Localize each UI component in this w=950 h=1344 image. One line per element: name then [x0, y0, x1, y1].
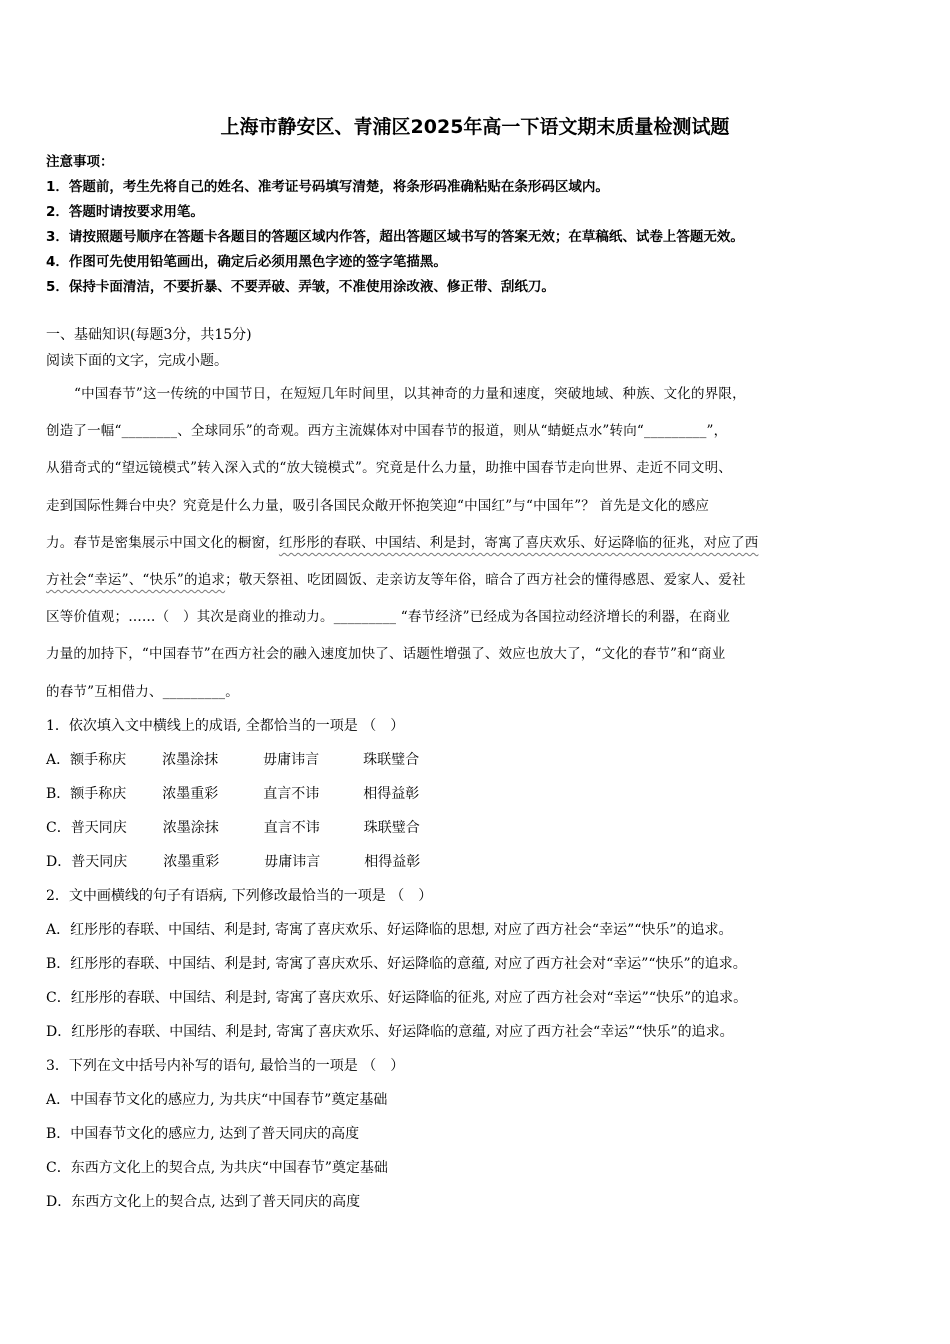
option-word: 浓墨重彩: [162, 786, 219, 802]
passage-line: 从猎奇式的“望远镜模式”转入深入式的“放大镜模式”。究竟是什么力量，助推中国春节走向世界、走近不同文明、: [46, 460, 733, 477]
underlined-sentence: 方社会“幸运”、“快乐”的追求: [46, 571, 226, 588]
question-option: B．中国春节文化的感应力, 达到了普天同庆的高度: [46, 1126, 360, 1142]
question-stem: 1．依次填入文中横线上的成语, 全都恰当的一项是 （ ）: [46, 718, 405, 734]
option-word: 浓墨涂抹: [162, 752, 219, 768]
passage-line: 区等价值观；……（ ）其次是商业的推动力。_________ “春节经济”已经成为各国拉动经济增长的利器，在商业: [46, 609, 731, 626]
question-option: C．红彤彤的春联、中国结、利是封, 寄寓了喜庆欢乐、好运降临的征兆, 对应了西方社会对“幸运”“快乐”的追求。: [46, 990, 748, 1006]
passage-line: [46, 567, 908, 604]
option-word: 毋庸讳言: [263, 752, 320, 768]
question-option: A．红彤彤的春联、中国结、利是封, 寄寓了喜庆欢乐、好运降临的思想, 对应了西方社会“幸运”“快乐”的追求。: [46, 922, 733, 938]
notice-item: 2．答题时请按要求用笔。: [46, 204, 204, 220]
section-heading: 一、基础知识(每题3分，共15分): [46, 327, 252, 343]
option-word: 毋庸讳言: [264, 854, 321, 870]
option-word: 直言不讳: [263, 820, 320, 836]
passage-text: ；敬天祭祖、吃团圆饭、走亲访友等年俗，暗合了西方社会的懂得感恩、爱家人、爱社: [225, 571, 746, 588]
question-option: A．中国春节文化的感应力, 为共庆“中国春节”奠定基础: [46, 1092, 388, 1108]
passage-line: [46, 530, 908, 567]
question-option: D．东西方文化上的契合点, 达到了普天同庆的高度: [46, 1194, 361, 1210]
question-option: [46, 816, 916, 850]
option-word: 普天同庆: [70, 820, 127, 836]
notice-item: 5．保持卡面清洁，不要折暴、不要弄破、弄皱，不准使用涂改液、修正带、刮纸刀。: [46, 279, 555, 295]
reading-passage: [46, 381, 908, 716]
option-label: A．: [46, 752, 71, 768]
option-word: 珠联璧合: [363, 820, 420, 836]
question-stem: 2．文中画横线的句子有语病, 下列修改最恰当的一项是 （ ）: [46, 888, 433, 904]
notice-item: 1．答题前，考生先将自己的姓名、准考证号码填写清楚，将条形码准确粘贴在条形码区域内。: [46, 179, 609, 195]
option-label: C．: [46, 820, 71, 836]
option-label: D．: [46, 854, 72, 870]
question-option: [46, 782, 916, 816]
option-label: B．: [46, 786, 71, 802]
passage-line: 创造了一幅“________、全球同乐”的奇观。西方主流媒体对中国春节的报道，则从“蜻蜓点水”转向“_________”，: [46, 423, 728, 440]
question-option: [46, 748, 916, 782]
option-word: 浓墨涂抹: [162, 820, 219, 836]
page-title: 上海市静安区、青浦区2025年高一下语文期末质量检测试题: [220, 116, 730, 138]
option-word: 相得益彰: [363, 786, 420, 802]
question-list: [46, 714, 916, 1224]
option-word: 珠联璧合: [363, 752, 420, 768]
question-option: C．东西方文化上的契合点, 为共庆“中国春节”奠定基础: [46, 1160, 388, 1176]
underlined-sentence: 红彤彤的春联、中国结、利是封，寄寓了喜庆欢乐、好运降临的征兆，对应了西: [278, 534, 759, 551]
passage-text: 力。春节是密集展示中国文化的橱窗，: [46, 534, 279, 551]
question-option: [46, 850, 916, 884]
option-word: 相得益彰: [364, 854, 421, 870]
option-word: 额手称庆: [70, 752, 127, 768]
passage-line: 的春节”互相借力、_________。: [46, 683, 239, 700]
question-option: B．红彤彤的春联、中国结、利是封, 寄寓了喜庆欢乐、好运降临的意蕴, 对应了西方社会对“幸运”“快乐”的追求。: [46, 956, 747, 972]
passage-line: 走到国际性舞台中央？究竟是什么力量，吸引各国民众敞开怀抱笑迎“中国红”与“中国年”？ 首先是文化的感应: [46, 497, 710, 514]
option-word: 直言不讳: [263, 786, 320, 802]
option-word: 普天同庆: [71, 854, 128, 870]
notice-heading: 注意事项：: [46, 154, 114, 170]
question-option: D．红彤彤的春联、中国结、利是封, 寄寓了喜庆欢乐、好运降临的意蕴, 对应了西方社会“幸运”“快乐”的追求。: [46, 1024, 734, 1040]
passage-line: 力量的加持下，“中国春节”在西方社会的融入速度加快了、话题性增强了、效应也放大了，“文化的春节”和“商业: [46, 646, 726, 663]
notice-block: [46, 150, 916, 300]
notice-item: 3．请按照题号顺序在答题卡各题目的答题区域内作答，超出答题区域书写的答案无效；在草稿纸、试卷上答题无效。: [46, 229, 744, 245]
option-word: 额手称庆: [70, 786, 127, 802]
notice-item: 4．作图可先使用铅笔画出，确定后必须用黑色字迹的签字笔描黑。: [46, 254, 447, 270]
option-word: 浓墨重彩: [163, 854, 220, 870]
section-intro: 阅读下面的文字，完成小题。: [46, 353, 228, 369]
question-stem: 3．下列在文中括号内补写的语句, 最恰当的一项是 （ ）: [46, 1058, 405, 1074]
passage-line: “中国春节”这一传统的中国节日，在短短几年时间里，以其神奇的力量和速度，突破地域、种族、文化的界限，: [74, 386, 746, 402]
